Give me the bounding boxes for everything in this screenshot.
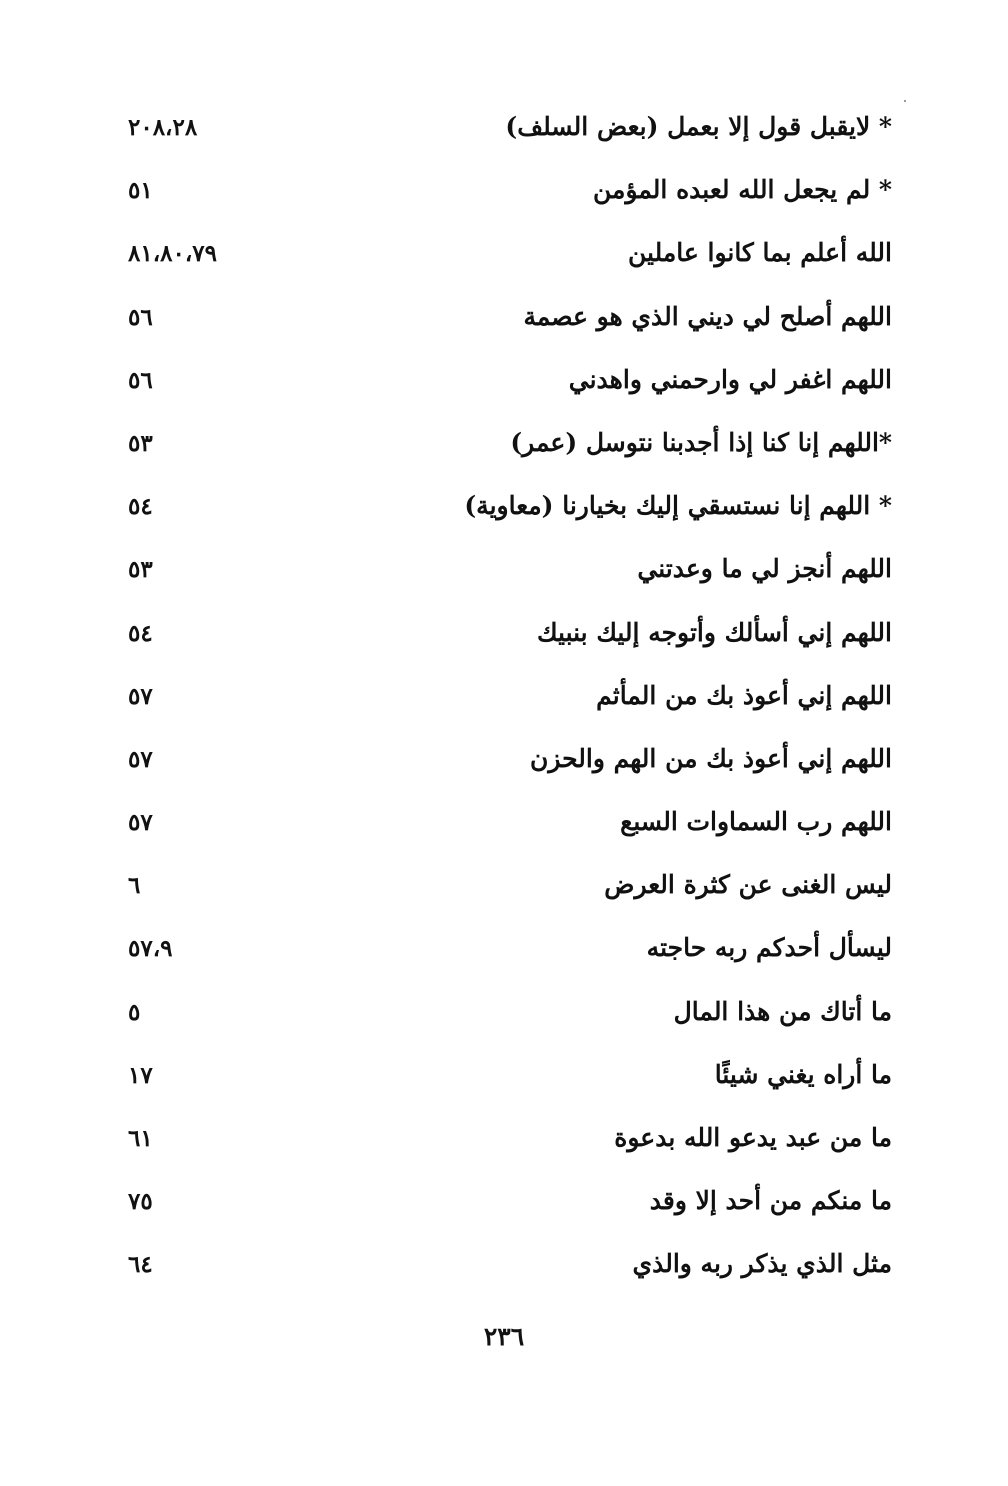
entry-pages: ٥٧ [128,745,153,773]
index-entry [110,357,900,420]
index-entry [110,1178,900,1241]
entry-text: ليسأل أحدكم ربه حاجته [646,933,892,963]
entry-pages: ٥٧ [128,682,153,710]
index-entry [110,673,900,736]
entry-text: ليس الغنى عن كثرة العرض [604,870,892,900]
entry-pages: ٥٣ [128,429,153,457]
index-entry [110,736,900,799]
index-entry [110,1052,900,1115]
index-entry [110,104,900,167]
index-entry [110,799,900,862]
index-entry [110,1115,900,1178]
index-entry [110,420,900,483]
entry-text: ما أتاك من هذا المال [673,996,892,1026]
scan-speck [904,100,906,102]
entry-pages: ٥ [128,998,141,1026]
entry-pages: ٦ [128,872,141,900]
entry-pages: ٨١،٨٠،٧٩ [128,240,217,268]
entry-pages: ٧٥ [128,1188,153,1216]
entry-pages: ١٧ [128,1061,153,1089]
index-entry [110,989,900,1052]
entry-text: * اللهم إنا نستسقي إليك بخيارنا (معاوية) [464,491,892,521]
entry-text: * لايقبل قول إلا بعمل (بعض السلف) [505,112,892,141]
index-entry [110,546,900,609]
entry-text: اللهم رب السماوات السبع [620,807,892,837]
entry-pages: ٥٦ [128,303,153,331]
index-entry [110,230,900,293]
entry-pages: ٥٤ [128,493,153,521]
entry-pages: ٥٦ [128,366,153,394]
index-entry [110,925,900,988]
index-entry [110,1241,900,1304]
index-entry [110,294,900,357]
entry-pages: ٥٧ [128,809,153,837]
entry-text: اللهم أصلح لي ديني الذي هو عصمة [523,301,892,331]
entry-text: اللهم أنجز لي ما وعدتني [637,554,892,584]
entry-text: اللهم إني أسألك وأتوجه إليك بنبيك [536,617,892,647]
entry-text: اللهم اغفر لي وارحمني واهدني [568,364,892,394]
index-entry [110,610,900,673]
hadith-index-list [110,104,900,1305]
page-number: ٢٣٦ [483,1322,525,1351]
entry-text: الله أعلم بما كانوا عاملين [628,238,892,268]
entry-text: اللهم إني أعوذ بك من الهم والحزن [530,743,892,773]
entry-pages: ٦٤ [128,1251,153,1279]
entry-pages: ٥٣ [128,556,153,584]
entry-pages: ٦١ [128,1125,153,1152]
entry-text: ما أراه يغني شيئًا [714,1059,892,1089]
entry-pages: ٥٤ [128,619,153,647]
entry-text: اللهم إني أعوذ بك من المأثم [596,680,892,710]
index-entry [110,483,900,546]
entry-text: ما منكم من أحد إلا وقد [649,1186,892,1216]
entry-text: ما من عبد يدعو الله بدعوة [614,1123,892,1152]
entry-text: * لم يجعل الله لعبده المؤمن [593,175,892,205]
index-entry [110,167,900,230]
index-entry [110,862,900,925]
entry-text: *اللهم إنا كنا إذا أجدبنا نتوسل (عمر) [510,427,892,457]
entry-pages: ٥١ [128,177,153,205]
entry-pages: ٢٠٨،٢٨ [128,114,198,141]
entry-pages: ٥٧،٩ [128,935,173,963]
entry-text: مثل الذي يذكر ربه والذي [632,1249,892,1279]
